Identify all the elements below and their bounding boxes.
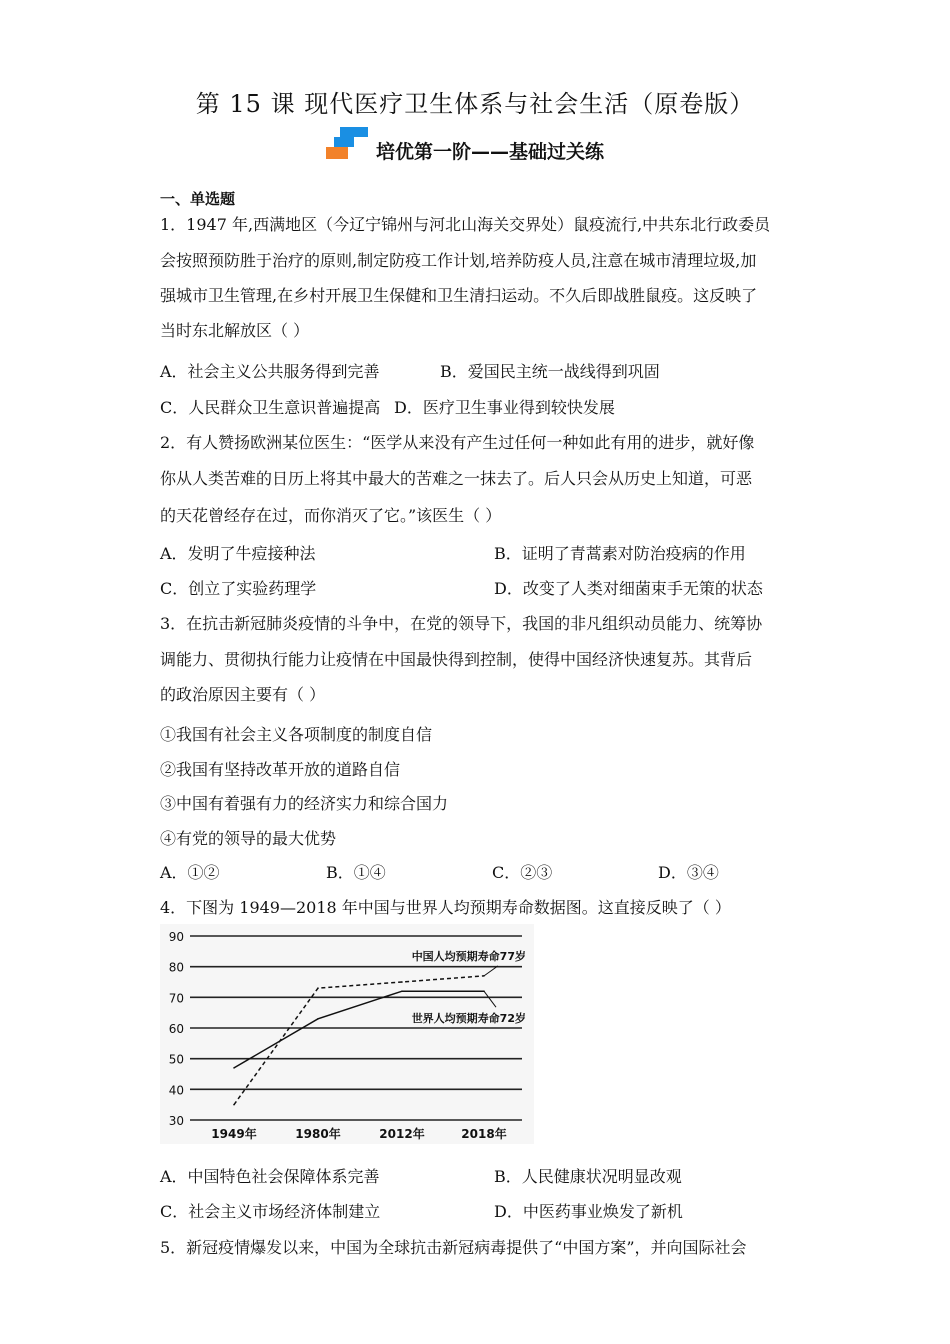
data-point bbox=[317, 987, 319, 989]
q2-line: 2．有人赞扬欧洲某位医生：“医学从来没有产生过任何一种如此有用的进步，就好像 bbox=[160, 433, 755, 452]
q2-option-c[interactable]: C．创立了实验药理学 bbox=[160, 579, 317, 598]
q1-line: 1．1947 年,西满地区（今辽宁锦州与河北山海关交界处）鼠疫流行,中共东北行政委员 bbox=[160, 215, 771, 234]
q2-line: 的天花曾经存在过，而你消灭了它。”该医生（ ） bbox=[160, 506, 502, 525]
y-tick-label: 90 bbox=[168, 930, 184, 944]
q4-option-b[interactable]: B．人民健康状况明显改观 bbox=[494, 1167, 682, 1186]
y-tick-label: 70 bbox=[168, 991, 184, 1006]
subtitle-block bbox=[326, 124, 604, 164]
data-point bbox=[233, 1067, 235, 1069]
page-title: 第 15 课 现代医疗卫生体系与社会生活（原卷版） bbox=[195, 90, 755, 118]
q4-option-a[interactable]: A．中国特色社会保障体系完善 bbox=[160, 1167, 380, 1186]
china-series-label: 中国人均预期寿命77岁 bbox=[411, 950, 526, 963]
y-tick-label: 30 bbox=[168, 1114, 184, 1128]
section-heading: 一、单选题 bbox=[160, 190, 236, 208]
q3-statement: ③中国有着强有力的经济实力和综合国力 bbox=[160, 794, 449, 813]
q5-line: 5．新冠疫情爆发以来，中国为全球抗击新冠病毒提供了“中国方案”，并向国际社会 bbox=[160, 1238, 747, 1257]
q3-option-b[interactable]: B．①④ bbox=[326, 863, 386, 882]
q3-option-a[interactable]: A．①② bbox=[160, 863, 220, 882]
q3-statement: ④有党的领导的最大优势 bbox=[160, 829, 337, 848]
data-point bbox=[401, 981, 403, 983]
q2-option-a[interactable]: A．发明了牛痘接种法 bbox=[160, 544, 316, 563]
y-tick-label: 80 bbox=[168, 960, 184, 975]
q1-line: 会按照预防胜于治疗的原则,制定防疫工作计划,培养防疫人员,注意在城市清理垃圾,加 bbox=[160, 251, 757, 270]
data-point bbox=[401, 990, 403, 992]
q4-option-c[interactable]: C．社会主义市场经济体制建立 bbox=[160, 1202, 381, 1221]
subtitle: 培优第一阶——基础过关练 bbox=[376, 140, 605, 163]
x-tick-label: 1980年 bbox=[295, 1127, 341, 1141]
world-series-label: 世界人均预期寿命72岁 bbox=[411, 1012, 526, 1025]
q3-statement: ②我国有坚持改革开放的道路自信 bbox=[160, 760, 401, 779]
data-point bbox=[233, 1104, 235, 1106]
q2-option-d[interactable]: D．改变了人类对细菌束手无策的状态 bbox=[494, 579, 763, 598]
x-tick-label: 2012年 bbox=[379, 1127, 425, 1141]
x-tick-label: 2018年 bbox=[461, 1127, 507, 1141]
q2-line: 你从人类苦难的日历上将其中最大的苦难之一抹去了。后人只会从历史上知道，可恶 bbox=[160, 469, 753, 488]
life-expectancy-chart bbox=[160, 924, 534, 1144]
q1-option-a[interactable]: A．社会主义公共服务得到完善 bbox=[160, 362, 380, 381]
y-tick-label: 60 bbox=[168, 1022, 184, 1036]
q1-line: 当时东北解放区（ ） bbox=[160, 321, 310, 340]
stairs-logo-icon bbox=[326, 127, 370, 161]
q3-statement: ①我国有社会主义各项制度的制度自信 bbox=[160, 725, 433, 744]
q4-line: 4．下图为 1949—2018 年中国与世界人均预期寿命数据图。这直接反映了（ ） bbox=[160, 898, 731, 917]
q3-option-d[interactable]: D．③④ bbox=[658, 863, 719, 882]
y-tick-label: 40 bbox=[168, 1083, 184, 1098]
q1-option-b[interactable]: B．爱国民主统一战线得到巩固 bbox=[440, 362, 660, 381]
q4-option-d[interactable]: D．中医药事业焕发了新机 bbox=[494, 1202, 683, 1221]
q1-option-c[interactable]: C．人民群众卫生意识普遍提高 bbox=[160, 398, 381, 417]
q3-line: 的政治原因主要有（ ） bbox=[160, 685, 326, 704]
q1-option-d[interactable]: D．医疗卫生事业得到较快发展 bbox=[394, 398, 615, 417]
q3-option-c[interactable]: C．②③ bbox=[492, 863, 553, 882]
data-point bbox=[317, 1018, 319, 1020]
q3-line: 调能力、贯彻执行能力让疫情在中国最快得到控制，使得中国经济快速复苏。其背后 bbox=[160, 650, 753, 669]
q3-line: 3．在抗击新冠肺炎疫情的斗争中，在党的领导下，我国的非凡组织动员能力、统筹协 bbox=[160, 614, 763, 633]
y-tick-label: 50 bbox=[168, 1052, 184, 1067]
q2-option-b[interactable]: B．证明了青蒿素对防治疫病的作用 bbox=[494, 544, 746, 563]
q1-line: 强城市卫生管理,在乡村开展卫生保健和卫生清扫运动。不久后即战胜鼠疫。这反映了 bbox=[160, 286, 758, 305]
x-tick-label: 1949年 bbox=[211, 1127, 257, 1141]
